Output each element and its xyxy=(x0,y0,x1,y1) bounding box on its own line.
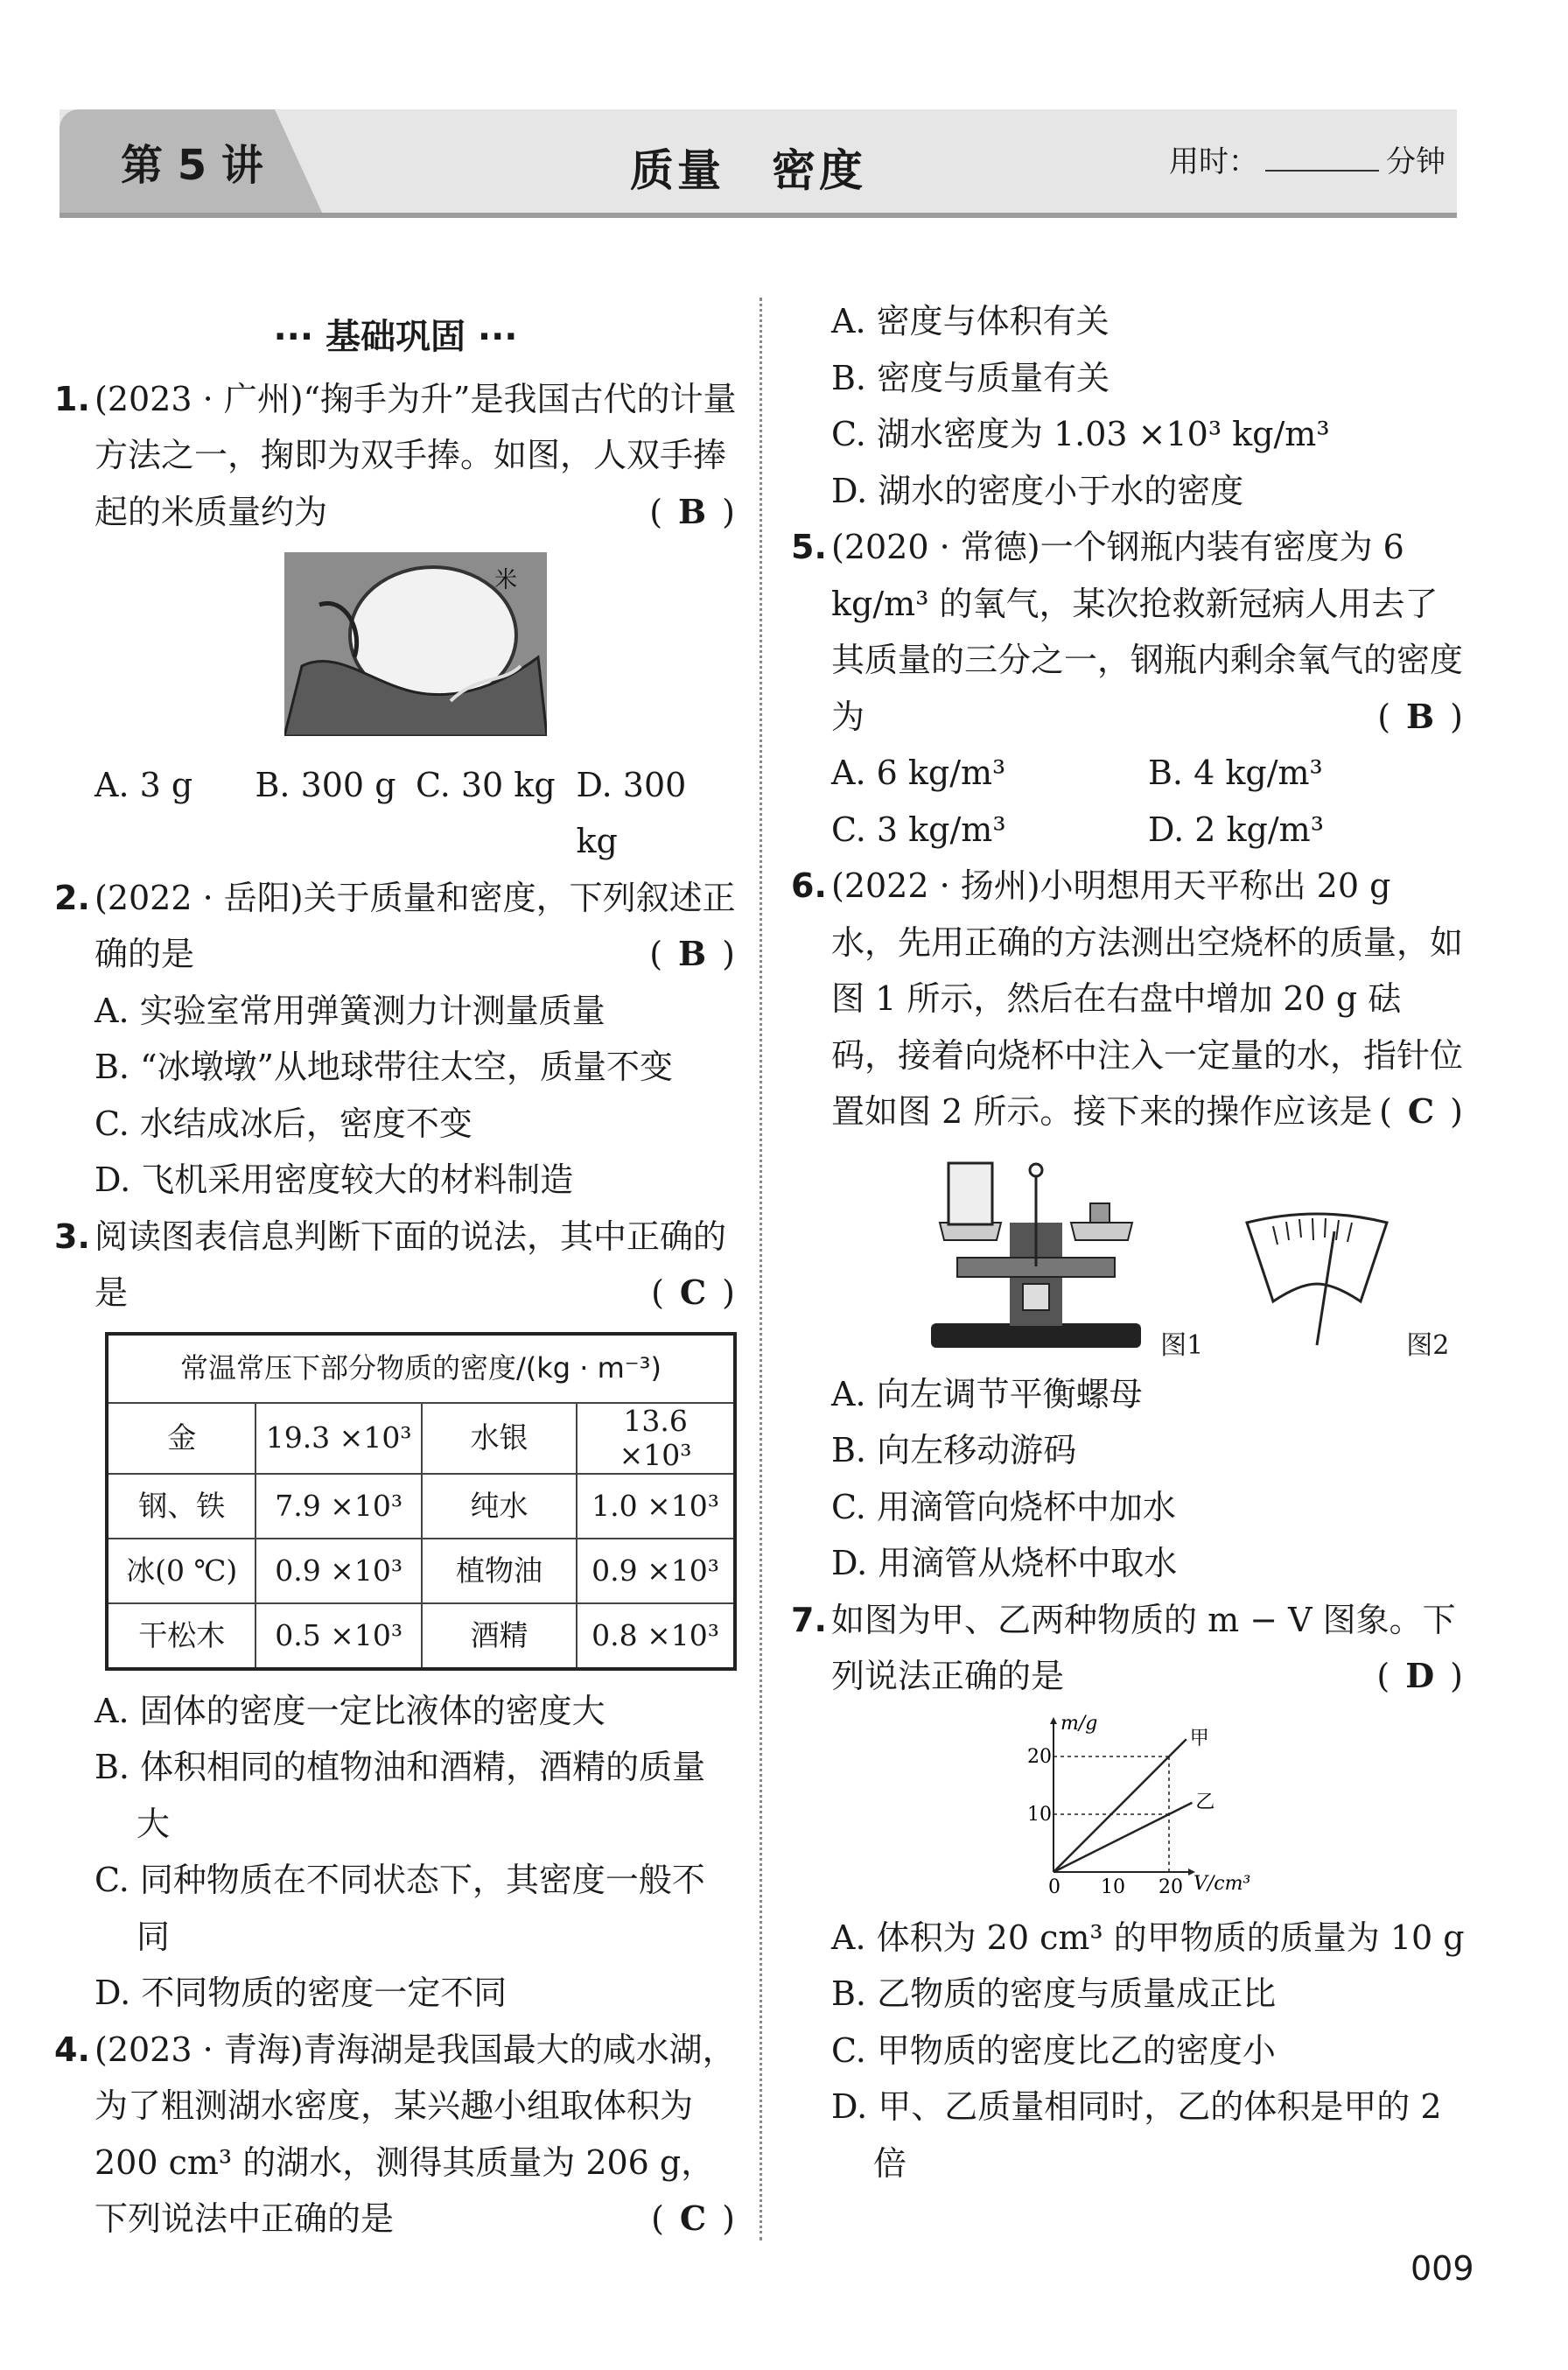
answer-bracket: ( C ) xyxy=(1379,1091,1465,1131)
option-c: C. 30 kg xyxy=(416,765,556,804)
balance-figures xyxy=(791,1153,1465,1366)
question-2 xyxy=(54,870,737,983)
option-a: A. 体积为 20 cm³ 的甲物质的质量为 10 g xyxy=(831,1918,1465,1957)
pointer-scale-icon xyxy=(1238,1205,1396,1354)
option-a: A. 3 g xyxy=(94,765,193,804)
question-6 xyxy=(791,858,1465,1140)
table-cell: 0.9 ×10³ xyxy=(256,1539,421,1603)
q5-options-row-2 xyxy=(791,802,1465,859)
y-axis-arrow xyxy=(1050,1717,1057,1724)
option-b: B. 密度与质量有关 xyxy=(831,358,1110,397)
option-c: C. 同种物质在不同状态下，其密度一般不同 xyxy=(94,1861,705,1956)
table-cell: 19.3 ×10³ xyxy=(256,1403,421,1474)
option-d: D. 甲、乙质量相同时，乙的体积是甲的 2 倍 xyxy=(831,2087,1442,2183)
answer-bracket: ( D ) xyxy=(1376,1656,1465,1696)
page-number: 009 xyxy=(1410,2249,1474,2288)
page-title: 质量 密度 xyxy=(630,145,866,196)
question-4 xyxy=(54,2022,737,2247)
table-cell: 金 xyxy=(107,1403,256,1474)
option-d: D. 用滴管从烧杯中取水 xyxy=(831,1544,1178,1583)
table-cell: 植物油 xyxy=(422,1539,577,1603)
density-table xyxy=(105,1332,737,1671)
time-unit: 分钟 xyxy=(1386,144,1446,179)
figure-2 xyxy=(1238,1153,1449,1366)
option-c: C. 湖水密度为 1.03 ×10³ kg/m³ xyxy=(831,415,1330,453)
option-c: C. 水结成冰后，密度不变 xyxy=(94,1104,472,1143)
question-text: (2023 · 青海)青海湖是我国最大的咸水湖，为了粗测湖水密度，某兴趣小组取体积为 200 cm³ 的湖水，测得其质量为 206 g，下列说法中正确的是 xyxy=(94,2030,736,2239)
question-number: 6. xyxy=(791,866,827,905)
right-column xyxy=(791,293,1465,2191)
option-a: A. 6 kg/m³ xyxy=(831,754,1006,792)
x-tick-label: 10 xyxy=(1101,1876,1125,1898)
table-cell: 水银 xyxy=(422,1403,577,1474)
option-b: B. 300 g xyxy=(255,765,396,804)
option-b: B. 4 kg/m³ xyxy=(1148,754,1323,792)
table-cell: 干松木 xyxy=(107,1603,256,1669)
answer-letter: B xyxy=(678,491,709,531)
mv-chart xyxy=(1010,1710,1272,1903)
question-number: 5. xyxy=(791,528,827,566)
question-number: 2. xyxy=(54,878,90,917)
answer-letter: C xyxy=(679,1273,709,1312)
question-text: 阅读图表信息判断下面的说法，其中正确的是 xyxy=(94,1217,727,1312)
option-d: D. 飞机采用密度较大的材料制造 xyxy=(94,1160,574,1199)
q5-options-row-1 xyxy=(791,745,1465,802)
y-tick-label: 20 xyxy=(1027,1745,1052,1768)
q1-options xyxy=(54,757,737,870)
option-b: B. 向左移动游码 xyxy=(831,1431,1077,1470)
answer-letter: B xyxy=(1406,696,1437,736)
table-row xyxy=(107,1403,735,1474)
option-c: C. 3 kg/m³ xyxy=(831,810,1006,849)
table-cell: 1.0 ×10³ xyxy=(577,1474,735,1539)
option-d: D. 湖水的密度小于水的密度 xyxy=(831,471,1244,510)
figure-1-caption: 图1 xyxy=(1160,1329,1204,1361)
question-number: 3. xyxy=(54,1217,90,1256)
balance-scale-icon xyxy=(922,1153,1150,1354)
question-text: (2022 · 扬州)小明想用天平称出 20 g 水，先用正确的方法测出空烧杯的质量，如图 1 所示，然后在右盘中增加 20 g 砝码，接着向烧杯中注入一定量的水，指针位置如图 2 所示。接下来的操作应该是 xyxy=(831,866,1464,1131)
left-column xyxy=(54,293,737,2247)
answer-bracket: ( B ) xyxy=(649,491,737,531)
table-cell: 纯水 xyxy=(422,1474,577,1539)
figure-2-caption: 图2 xyxy=(1406,1329,1450,1361)
table-cell: 0.8 ×10³ xyxy=(577,1603,735,1669)
table-title: 常温常压下部分物质的密度/(kg · m⁻³) xyxy=(107,1334,735,1403)
question-1 xyxy=(54,371,737,541)
option-a: A. 实验室常用弹簧测力计测量质量 xyxy=(94,991,606,1030)
option-d: D. 2 kg/m³ xyxy=(1148,810,1324,849)
answer-bracket: ( C ) xyxy=(651,1273,737,1312)
question-text: (2022 · 岳阳)关于质量和密度，下列叙述正确的是 xyxy=(94,878,736,973)
option-c: C. 用滴管向烧杯中加水 xyxy=(831,1487,1176,1526)
x-axis-label: V/cm³ xyxy=(1194,1872,1251,1895)
question-5 xyxy=(791,519,1465,745)
series-line-yi xyxy=(1054,1802,1192,1871)
answer-letter: D xyxy=(1405,1656,1437,1696)
question-number: 1. xyxy=(54,379,90,418)
question-number: 4. xyxy=(54,2030,90,2069)
answer-letter: C xyxy=(679,2198,709,2239)
answer-bracket: ( B ) xyxy=(649,934,737,973)
rice-label: 米 xyxy=(494,567,518,593)
table-cell: 冰(0 ℃) xyxy=(107,1539,256,1603)
question-text: (2023 · 广州)“掬手为升”是我国古代的计量方法之一，掬即为双手捧。如图，人双手捧起的米质量约为 xyxy=(94,379,737,531)
table-cell: 0.9 ×10³ xyxy=(577,1539,735,1603)
option-b: B. “冰墩墩”从地球带往太空，质量不变 xyxy=(94,1048,673,1086)
question-text: (2020 · 常德)一个钢瓶内装有密度为 6 kg/m³ 的氧气，某次抢救新冠病人用去了其质量的三分之一，钢瓶内剩余氧气的密度为 xyxy=(831,528,1464,736)
mv-chart-wrap xyxy=(791,1710,1465,1908)
section-title: ··· 基础巩固 ··· xyxy=(273,317,518,357)
table-cell: 0.5 ×10³ xyxy=(256,1603,421,1669)
table-cell: 13.6 ×10³ xyxy=(577,1403,735,1474)
option-a: A. 固体的密度一定比液体的密度大 xyxy=(94,1691,606,1730)
time-blank[interactable] xyxy=(1265,144,1379,172)
answer-letter: C xyxy=(1407,1091,1437,1131)
option-b: B. 体积相同的植物油和酒精，酒精的质量大 xyxy=(94,1748,706,1843)
time-label: 用时： xyxy=(1169,144,1258,179)
x-tick-label: 20 xyxy=(1158,1876,1183,1898)
series-label-jia: 甲 xyxy=(1189,1727,1209,1749)
question-number: 7. xyxy=(791,1600,827,1639)
option-d: D. 300 kg xyxy=(576,765,687,860)
y-tick-label: 10 xyxy=(1027,1803,1052,1826)
answer-bracket: ( B ) xyxy=(1377,696,1465,736)
question-text: 如图为甲、乙两种物质的 m − V 图象。下列说法正确的是 xyxy=(831,1600,1456,1696)
y-axis-label: m/g xyxy=(1060,1712,1098,1735)
table-cell: 酒精 xyxy=(422,1603,577,1669)
series-label-yi: 乙 xyxy=(1195,1791,1215,1813)
question-7 xyxy=(791,1592,1465,1705)
lesson-number: 第 5 讲 xyxy=(121,141,263,190)
option-b: B. 乙物质的密度与质量成正比 xyxy=(831,1974,1277,2014)
figure-1 xyxy=(922,1153,1203,1366)
answer-bracket: ( C ) xyxy=(651,2198,737,2239)
time-field xyxy=(1169,137,1446,180)
x-tick-label: 0 xyxy=(1048,1876,1060,1898)
option-d: D. 不同物质的密度一定不同 xyxy=(94,1974,508,2013)
option-a: A. 密度与体积有关 xyxy=(831,302,1110,340)
option-a: A. 向左调节平衡螺母 xyxy=(831,1374,1143,1413)
column-divider xyxy=(760,298,762,2240)
table-row xyxy=(107,1474,735,1539)
question-3 xyxy=(54,1209,737,1322)
table-cell: 7.9 ×10³ xyxy=(256,1474,421,1539)
rice-hands-figure xyxy=(54,552,737,754)
rice-hands-icon xyxy=(284,552,547,736)
table-row xyxy=(107,1603,735,1669)
table-row xyxy=(107,1539,735,1603)
series-line-jia xyxy=(1054,1739,1186,1872)
option-c: C. 甲物质的密度比乙的密度小 xyxy=(831,2030,1276,2070)
table-cell: 钢、铁 xyxy=(107,1474,256,1539)
answer-letter: B xyxy=(678,934,709,973)
